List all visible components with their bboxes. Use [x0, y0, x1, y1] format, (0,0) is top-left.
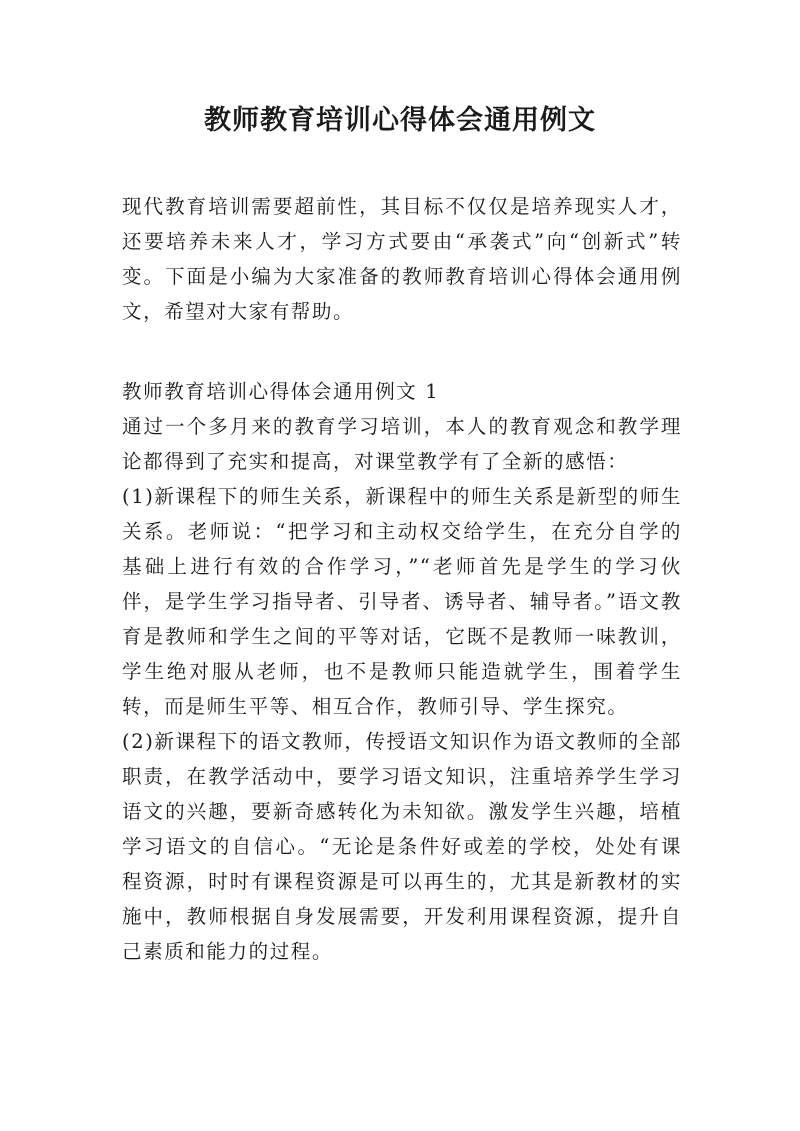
- body-paragraph-1: 通过一个多月来的教育学习培训，本人的教育观念和教学理论都得到了充实和提高，对课堂教学有了全新的感悟：: [122, 415, 682, 473]
- intro-paragraph: 现代教育培训需要超前性，其目标不仅仅是培养现实人才，还要培养未来人才，学习方式要由“承袭式”向“创新式”转变。下面是小编为大家准备的教师教育培训心得体会通用例文，希望对大家有帮助。: [122, 195, 682, 323]
- document-title: 教师教育培训心得体会通用例文: [204, 105, 596, 136]
- body-paragraph-3: (2)新课程下的语文教师，传授语文知识作为语文教师的全部职责，在教学活动中，要学习语文知识，注重培养学生学习语文的兴趣，要新奇感转化为未知欲。激发学生兴趣，培植学习语文的自信心。“无论是条件好或差的学校，处处有课程资源，时时有课程资源是可以再生的，尤其是新教材的实施中，教师根据自身发展需要，开发利用课程资源，提升自己素质和能力的过程。: [122, 730, 682, 963]
- section-1: [122, 374, 682, 969]
- section-heading: 教师教育培训心得体会通用例文 1: [122, 380, 440, 403]
- body-paragraph-2: (1)新课程下的师生关系，新课程中的师生关系是新型的师生关系。老师说：“把学习和主动权交给学生，在充分自学的基础上进行有效的合作学习，”“老师首先是学生的学习伙伴，是学生学习指导者、引导者、诱导者、辅导者。”语文教育是教师和学生之间的平等对话，它既不是教师一味教训，学生绝对服从老师，也不是教师只能造就学生，围着学生转，而是师生平等、相互合作，教师引导、学生探究。: [122, 485, 682, 718]
